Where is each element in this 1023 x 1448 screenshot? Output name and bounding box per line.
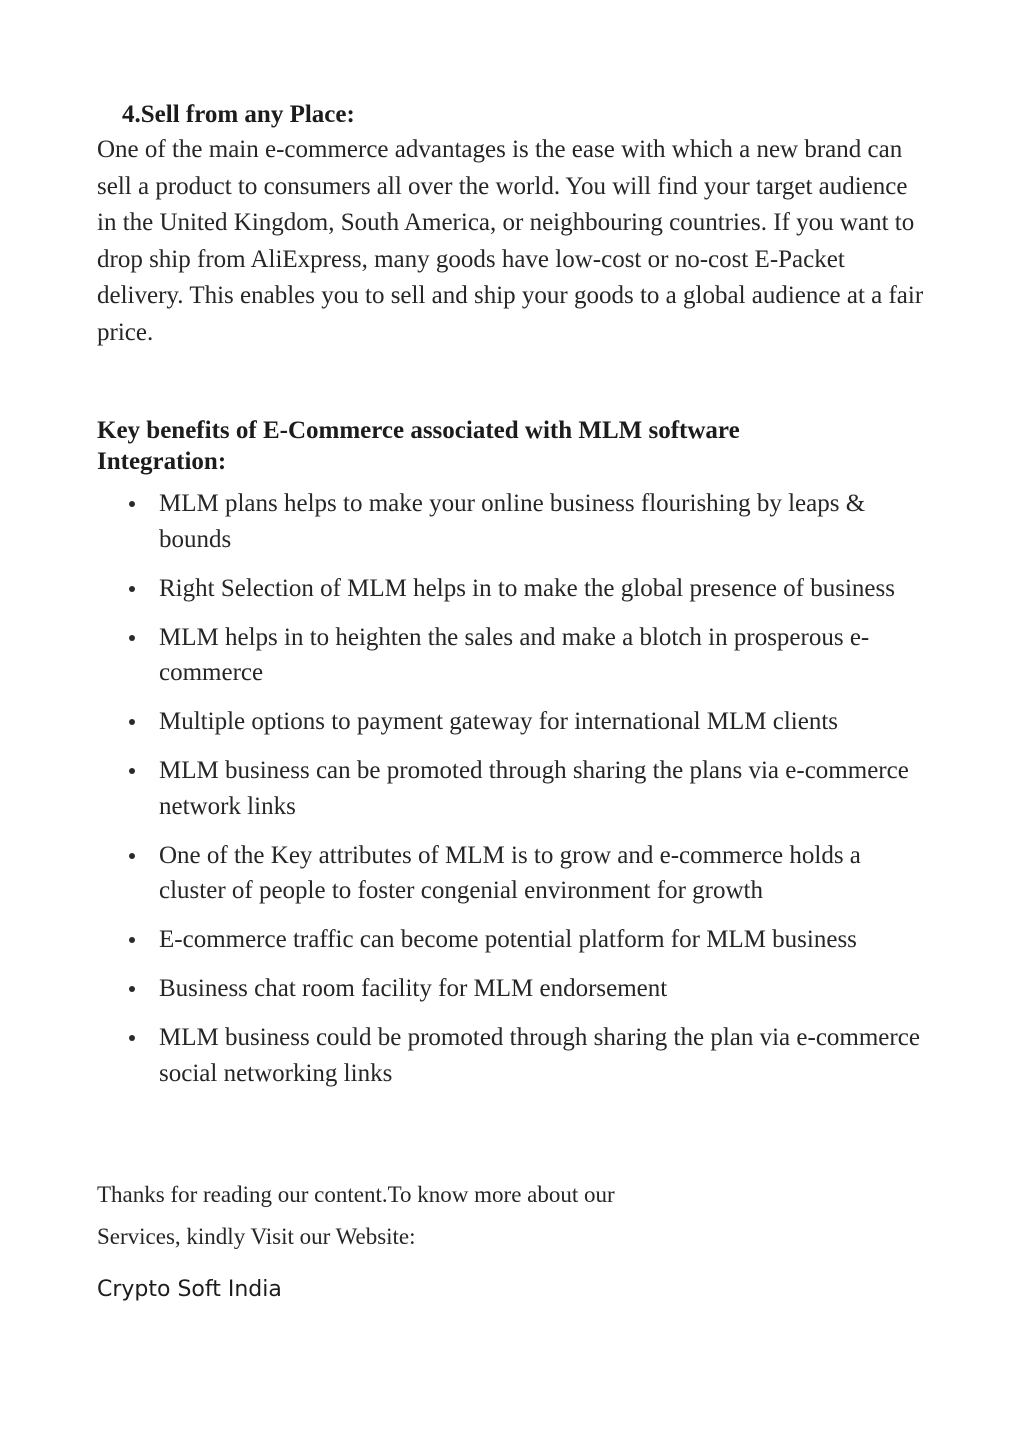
list-item-text: MLM plans helps to make your online business flourishing by leaps & bounds <box>159 490 866 553</box>
list-item <box>97 571 927 607</box>
bullet-icon <box>129 635 135 641</box>
bullet-icon <box>129 853 135 859</box>
bullet-icon <box>129 768 135 774</box>
list-item-text: E-commerce traffic can become potential platform for MLM business <box>159 926 857 953</box>
company-name: Crypto Soft India <box>97 1277 282 1302</box>
list-item <box>97 922 927 958</box>
list-item <box>97 971 927 1007</box>
list-item-text: MLM business can be promoted through sharing the plans via e-commerce network links <box>159 757 909 820</box>
benefits-heading: Key benefits of E-Commerce associated with MLM software Integration: <box>97 417 740 475</box>
list-item-text: One of the Key attributes of MLM is to grow and e-commerce holds a cluster of people to foster congenial environment for growth <box>159 841 861 904</box>
list-item-text: Multiple options to payment gateway for international MLM clients <box>159 708 839 735</box>
list-item-text: MLM business could be promoted through sharing the plan via e-commerce social networking links <box>159 1024 920 1087</box>
bullet-icon <box>129 501 135 507</box>
bullet-icon <box>129 986 135 992</box>
list-item <box>97 704 927 740</box>
bullet-icon <box>129 1035 135 1041</box>
website-prompt-text: Services, kindly Visit our Website: <box>97 1224 416 1249</box>
list-item-text: Business chat room facility for MLM endorsement <box>159 975 668 1002</box>
bullet-icon <box>129 937 135 943</box>
thanks-text: Thanks for reading our content.To know more about our <box>97 1182 615 1207</box>
intro-paragraph: One of the main e-commerce advantages is the ease with which a new brand can sell a product to consumers all over the world. You will find your target audience in the United Kingdom, South America, or neighbouring countries. If you want to drop ship from AliExpress, many goods have low-cost or no-cost E-Packet delivery. This enables you to sell and ship your goods to a global audience at a fair price. <box>97 136 924 346</box>
bullet-icon <box>129 586 135 592</box>
list-item <box>97 838 927 909</box>
section-heading: 4.Sell from any Place: <box>122 101 355 128</box>
list-item <box>97 486 927 557</box>
list-item-text: Right Selection of MLM helps in to make the global presence of business <box>159 574 895 602</box>
list-item-text: MLM helps in to heighten the sales and make a blotch in prosperous e-commerce <box>159 623 870 686</box>
list-item <box>97 1020 927 1091</box>
list-item <box>97 620 927 691</box>
benefits-list <box>97 486 927 1105</box>
list-item <box>97 753 927 824</box>
bullet-icon <box>129 719 135 725</box>
